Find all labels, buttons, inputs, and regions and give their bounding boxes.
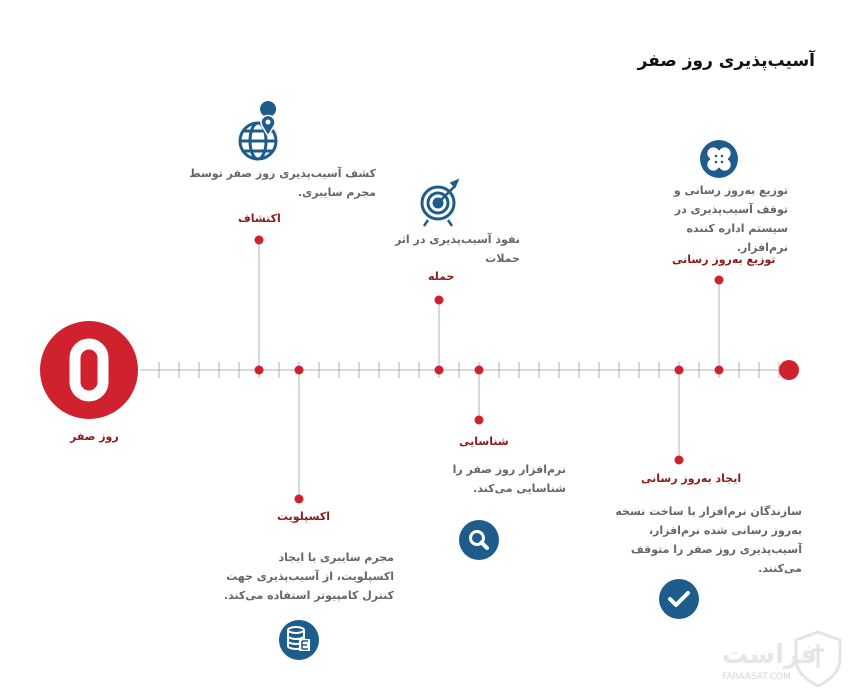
exploit-desc: مجرم سایبری با ایجاد اکسپلویت، از آسیب‌پذیری جهت کنترل کامپیوتر استفاده می‌کند. xyxy=(223,551,394,602)
identify-label: شناسایی xyxy=(459,435,509,448)
end-dot-identify xyxy=(475,416,484,425)
exploit-label: اکسپلویت xyxy=(277,510,331,523)
timeline-end-dot xyxy=(779,360,799,380)
axis-dot-update-create xyxy=(675,366,684,375)
attack-label: حمله xyxy=(428,270,455,283)
search-icon xyxy=(459,520,499,560)
axis-dot-identify xyxy=(475,366,484,375)
identify-desc: نرم‌افزار روز صفر را شناسایی می‌کند. xyxy=(452,463,566,495)
axis-dot-update-dist xyxy=(715,366,724,375)
checkmark-icon xyxy=(659,579,699,619)
page-title: آسیب‌پذیری روز صفر xyxy=(637,51,815,71)
discovery-desc: کشف آسیب‌پذیری روز صفر توسط مجرم سایبری. xyxy=(189,167,376,199)
end-dot-exploit xyxy=(295,495,304,504)
watermark-name: فراست xyxy=(722,640,818,670)
end-dot-discovery xyxy=(255,236,264,245)
globe-pin-icon xyxy=(240,101,276,159)
update-dist-desc: توزیع به‌روز رسانی و توقف آسیب‌پذیری در سیستم اداره کننده نرم‌افزار. xyxy=(673,184,788,254)
end-dot-update-create xyxy=(675,456,684,465)
update-create-desc: سازندگان نرم‌افزار با ساخت نسخه به‌روز رسانی شده نرم‌افزار، آسیب‌پذیری روز صفر را متوقف می‌کنند. xyxy=(615,505,802,575)
end-dot-update-dist xyxy=(715,276,724,285)
update-create-label: ایجاد به‌روز رسانی xyxy=(641,472,742,485)
zero-day-circle xyxy=(40,321,138,419)
bandage-icon xyxy=(700,140,738,178)
axis-dot-attack xyxy=(435,366,444,375)
target-icon xyxy=(422,180,458,226)
zero-day-label: روز صفر xyxy=(70,430,119,443)
axis-dot-exploit xyxy=(295,366,304,375)
end-dot-attack xyxy=(435,296,444,305)
attack-desc: نفوذ آسیب‌پذیری در اثر حملات xyxy=(394,233,520,265)
update-dist-label: توزیع به‌روز رسانی xyxy=(672,253,776,266)
watermark-url: FARAASAT.COM xyxy=(722,672,791,682)
discovery-label: اکتشاف xyxy=(238,212,281,225)
axis-dot-discovery xyxy=(255,366,264,375)
database-exploit-icon xyxy=(279,620,319,660)
